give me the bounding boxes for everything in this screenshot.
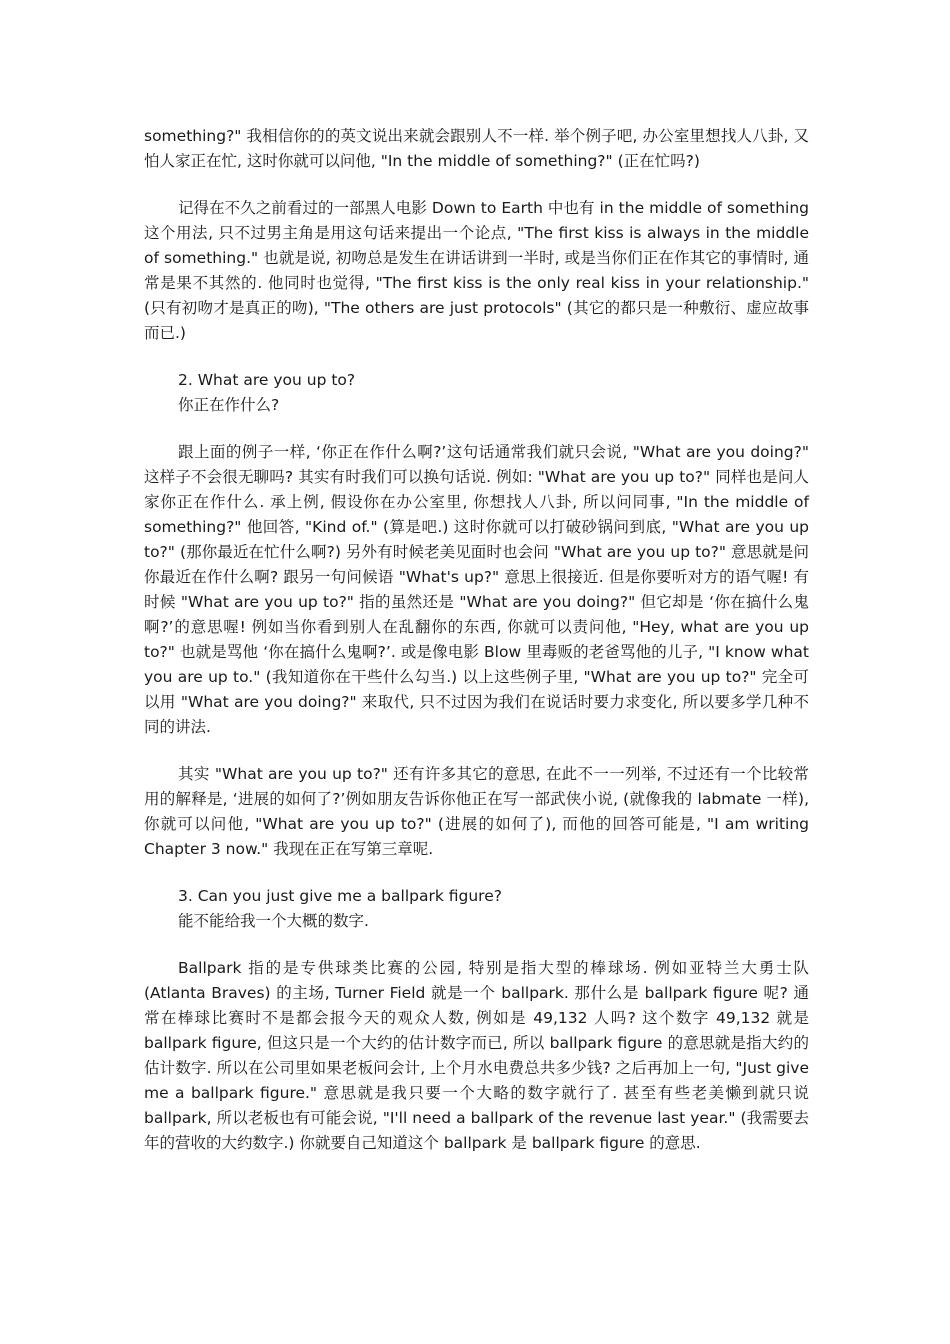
paragraph-gap [144, 862, 809, 884]
paragraph-3: 跟上面的例子一样, ‘你正在作什么啊?’这句话通常我们就只会说, "What are you doing?" 这样子不会很无聊吗? 其实有时我们可以换句话说. 例如: "What are you up to?" 同样也是问人家你正在作什么. 承上例, 假设你在办公室里, 你想找人八卦, 所以问同事, "In the middle of something?" 他回答, "Kind of." (算是吧.) 这时你就可以打破砂锅问到底, "What are you up to?" (那你最近在忙什么啊?) 另外有时候老美见面时也会问 "What are you up to?" 意思就是问你最近在作什么啊? 跟另一句问候语 "What's up?" 意思上很接近. 但是你要听对方的语气喔! 有时候 "What are you up to?" 指的虽然还是 "What are you doing?" 但它却是 ‘你在搞什么鬼啊?’的意思喔! 例如当你看到别人在乱翻你的东西, 你就可以责问他, "Hey, what are you up to?" 也就是骂他 ‘你在搞什么鬼啊?’. 或是像电影 Blow 里毒贩的老爸骂他的儿子, "I know what you are up to." (我知道你在干些什么勾当.) 以上这些例子里, "What are you up to?" 完全可以用 "What are you doing?" 来取代, 只不过因为我们在说话时要力求变化, 所以要多学几种不同的讲法. [144, 443, 809, 736]
paragraph-gap [144, 346, 809, 368]
paragraph-2: 记得在不久之前看过的一部黑人电影 Down to Earth 中也有 in the middle of something 这个用法, 只不过男主角是用这句话来提出一个论点, "The first kiss is always in the middle of something." 也就是说, 初吻总是发生在讲话讲到一半时, 或是当你们正在作其它的事情时, 通常是果不其然的. 他同时也觉得, "The first kiss is the only real kiss in your relationship." (只有初吻才是真正的吻), "The others are just protocols" (其它的都只是一种敷衍、虚应故事而已.) [144, 199, 809, 342]
section-3-heading-en: 3. Can you just give me a ballpark figure? [178, 887, 502, 905]
section-2-heading-cn: 你正在作什么? [178, 396, 280, 414]
paragraph-gap [144, 174, 809, 196]
paragraph-gap [144, 740, 809, 762]
paragraph-gap [144, 418, 809, 440]
paragraph-4: 其实 "What are you up to?" 还有许多其它的意思, 在此不一一列举, 不过还有一个比较常用的解释是, ‘进展的如何了?’例如朋友告诉你他正在写一部武侠小说, (就像我的 labmate 一样), 你就可以问他, "What are you up to?" (进展的如何了), 而他的回答可能是, "I am writing Chapter 3 now." 我现在正在写第三章呢. [144, 765, 809, 858]
document-page [144, 124, 809, 1156]
paragraph-1: something?" 我相信你的的英文说出来就会跟别人不一样. 举个例子吧, 办公室里想找人八卦, 又怕人家正在忙, 这时你就可以问他, "In the middle of something?" (正在忙吗?) [144, 127, 809, 170]
paragraph-5: Ballpark 指的是专供球类比赛的公园, 特别是指大型的棒球场. 例如亚特兰大勇士队 (Atlanta Braves) 的主场, Turner Field 就是一个 ballpark. 那什么是 ballpark figure 呢? 通常在棒球比赛时不是都会报今天的观众人数, 例如是 49,132 人吗? 这个数字 49,132 就是 ballpark figure, 但这只是一个大约的估计数字而已, 所以 ballpark figure 的意思就是指大约的估计数字. 所以在公司里如果老板问会计, 上个月水电费总共多少钱? 之后再加上一句, "Just give me a ballpark figure." 意思就是我只要一个大略的数字就行了. 甚至有些老美懒到就只说 ballpark, 所以老板也有可能会说, "I'll need a ballpark of the revenue last year." (我需要去年的营收的大约数字.) 你就要自己知道这个 ballpark 是 ballpark figure 的意思. [144, 959, 809, 1152]
section-3-heading-cn: 能不能给我一个大概的数字. [178, 912, 369, 930]
paragraph-gap [144, 934, 809, 956]
section-2-heading-en: 2. What are you up to? [178, 371, 356, 389]
